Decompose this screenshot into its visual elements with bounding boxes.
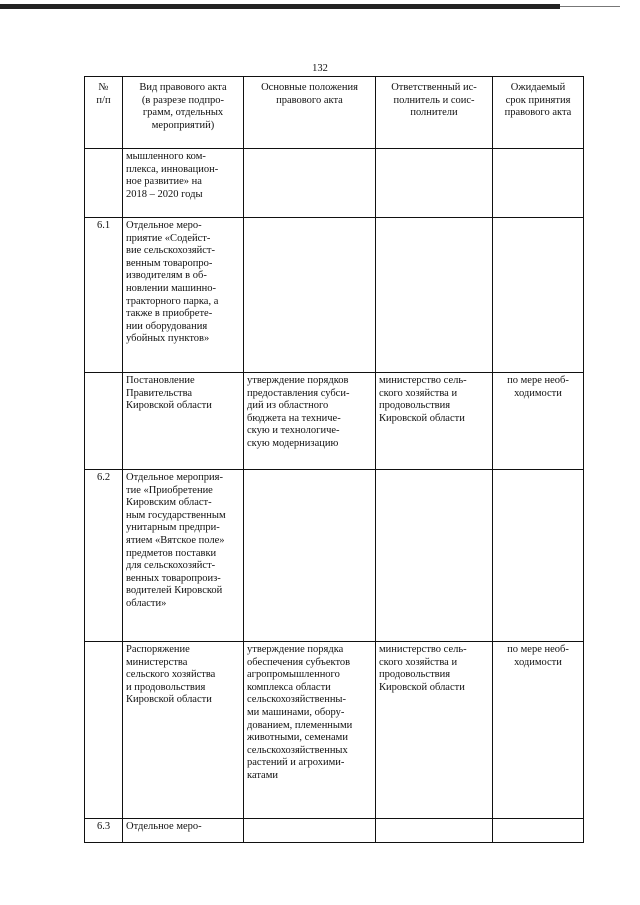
table-header-row: [85, 77, 584, 149]
table-row: [85, 819, 584, 843]
row-expected-term: [493, 470, 584, 642]
header-main-provisions: Основные положения правового акта: [244, 77, 376, 149]
row-expected-term: по мере необ- ходимости: [493, 373, 584, 470]
row-responsible: [376, 470, 493, 642]
row-main-provisions: [244, 218, 376, 373]
header-number: № п/п: [85, 77, 123, 149]
row-act-type: Отдельное меро-: [123, 819, 244, 843]
row-main-provisions: утверждение порядка обеспечения субъектов агропромышленного комплекса области сельскохозяйственны- ми машинами, обору- дованием, племенными животными, семенами сельскохозяйственных растений и агрохими- катами: [244, 642, 376, 819]
row-responsible: министерство сель- ского хозяйства и продовольствия Кировской области: [376, 373, 493, 470]
table-row: [85, 470, 584, 642]
table-row: [85, 218, 584, 373]
top-border-line-thin: [560, 6, 620, 7]
row-number: 6.3: [85, 819, 123, 843]
table-row: [85, 373, 584, 470]
row-main-provisions: утверждение порядков предоставления субси- дий из областного бюджета на техниче- скую и технологиче- скую модернизацию: [244, 373, 376, 470]
legal-acts-table: [84, 76, 584, 843]
row-act-type: мышленного ком- плекса, инновацион- ное развитие» на 2018 – 2020 годы: [123, 149, 244, 218]
row-main-provisions: [244, 470, 376, 642]
row-number: 6.1: [85, 218, 123, 373]
row-main-provisions: [244, 149, 376, 218]
header-act-type: Вид правового акта (в разрезе подпро- грамм, отдельных мероприятий): [123, 77, 244, 149]
row-number: 6.2: [85, 470, 123, 642]
row-responsible: министерство сель- ского хозяйства и продовольствия Кировской области: [376, 642, 493, 819]
row-expected-term: [493, 218, 584, 373]
table-row: [85, 149, 584, 218]
row-expected-term: [493, 149, 584, 218]
row-number: [85, 642, 123, 819]
row-act-type: Постановление Правительства Кировской области: [123, 373, 244, 470]
row-responsible: [376, 819, 493, 843]
row-number: [85, 149, 123, 218]
row-responsible: [376, 149, 493, 218]
row-expected-term: по мере необ- ходимости: [493, 642, 584, 819]
top-border-line: [0, 4, 560, 9]
header-expected-term: Ожидаемый срок принятия правового акта: [493, 77, 584, 149]
row-act-type: Распоряжение министерства сельского хозяйства и продовольствия Кировской области: [123, 642, 244, 819]
row-number: [85, 373, 123, 470]
table-row: [85, 642, 584, 819]
row-expected-term: [493, 819, 584, 843]
row-act-type: Отдельное мероприя- тие «Приобретение Кировским област- ным государственным унитарным предпри- ятием «Вятское поле» предметов поставки для сельскохозяйст- венных товаропроиз- водителей Кировской области»: [123, 470, 244, 642]
row-responsible: [376, 218, 493, 373]
row-main-provisions: [244, 819, 376, 843]
row-act-type: Отдельное меро- приятие «Содейст- вие сельскохозяйст- венным товаропро- изводителям в об- новлении машинно- тракторного парка, а также в приобрете- нии оборудования убойных пунктов»: [123, 218, 244, 373]
page-number: 132: [312, 63, 328, 74]
header-responsible: Ответственный ис- полнитель и соис- полнители: [376, 77, 493, 149]
